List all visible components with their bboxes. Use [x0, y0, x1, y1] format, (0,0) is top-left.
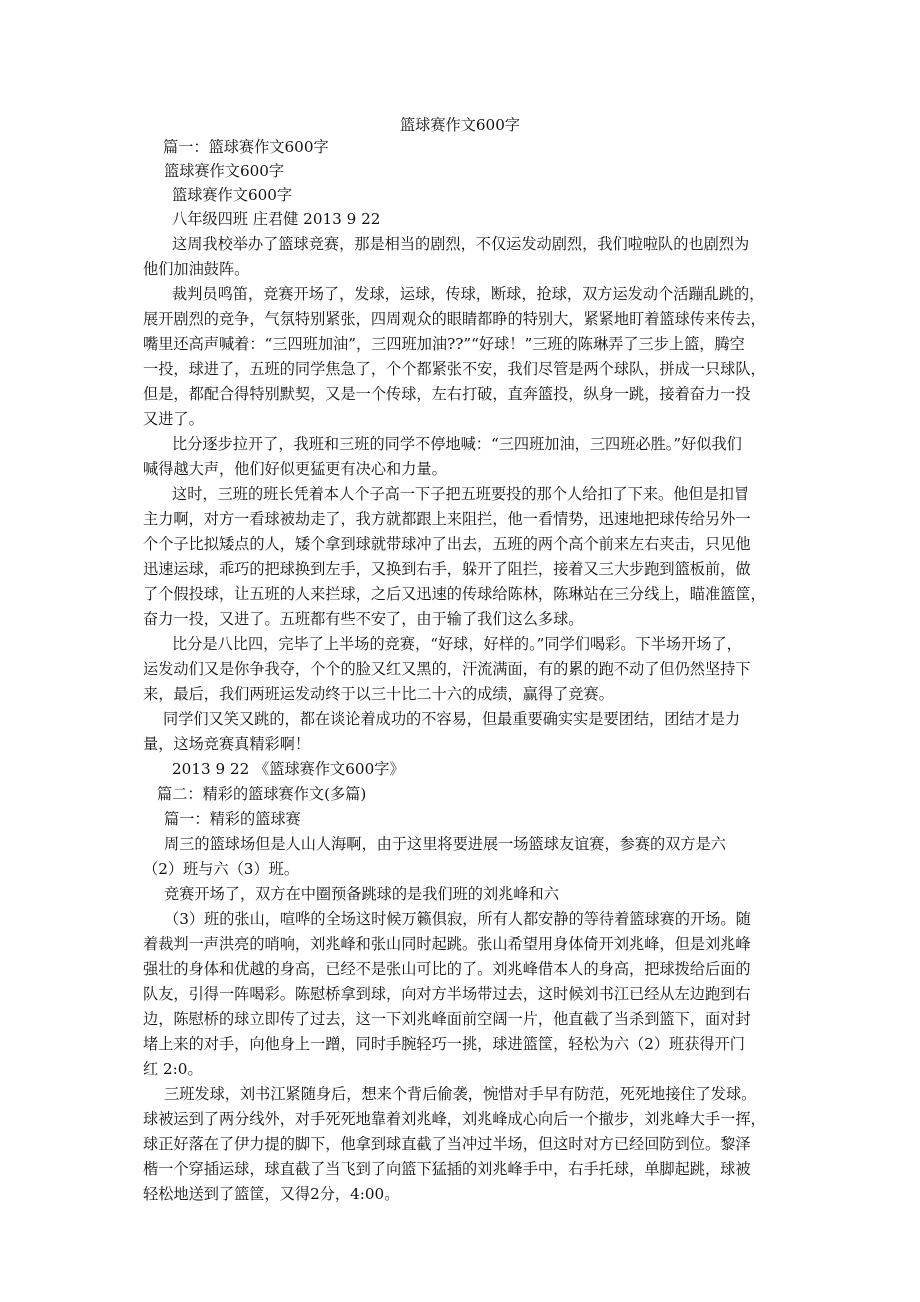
- text-line: 来，最后，我们两班运发动终于以三十比二十六的成绩，赢得了竞赛。: [143, 685, 614, 703]
- text-line: 但是，都配合得特别默契，又是一个传球，左右打破，直奔篮投，纵身一跳，接着奋力一投: [143, 385, 751, 403]
- subsection-heading: 篇一：精彩的篮球赛: [164, 810, 301, 828]
- text-line: 队友，引得一阵喝彩。陈慰桥拿到球，向对方半场带过去，这时候刘书江已经从左边跑到右: [143, 985, 751, 1003]
- document-title: 篮球赛作文600字: [399, 116, 521, 134]
- text-line: 竞赛开场了，双方在中圈预备跳球的是我们班的刘兆峰和六: [164, 885, 559, 903]
- text-line: （2）班与六（3）班。: [143, 860, 300, 878]
- text-line: 运发动们又是你争我夺，个个的脸又红又黑的，汗流满面，有的累的跑不动了但仍然坚持下: [143, 660, 751, 678]
- text-line: 球正好落在了伊力提的脚下，他拿到球直截了当冲过半场，但这时对方已经回防到位。黎泽: [143, 1135, 751, 1153]
- text-line: 裁判员鸣笛，竞赛开场了，发球，运球，传球，断球，抢球，双方运发动个活蹦乱跳的，: [172, 285, 765, 303]
- subtitle: 篮球赛作文600字: [172, 186, 293, 204]
- date-line: 2013 9 22 《篮球赛作文600字》: [172, 760, 405, 778]
- text-line: 球被运到了两分线外，对手死死地靠着刘兆峰，刘兆峰成心向后一个撤步，刘兆峰大手一挥，: [143, 1110, 766, 1128]
- text-line: 主力啊，对方一看球被劫走了，我方就都跟上来阻拦，他一看情势，迅速地把球传给另外一: [143, 510, 751, 528]
- text-line: 周三的篮球场但是人山人海啊，由于这里将要进展一场篮球友谊赛，参赛的双方是六: [164, 835, 726, 853]
- text-line: 了个假投球，让五班的人来拦球，之后又迅速的传球给陈林，陈琳站在三分线上，瞄准篮筐，: [143, 585, 766, 603]
- text-line: 比分是八比四，完毕了上半场的竞赛，“好球，好样的。”同学们喝彩。下半场开场了，: [172, 635, 742, 653]
- text-line: 展开剧烈的竞争，气氛特别紧张，四周观众的眼睛都睁的特别大，紧紧地盯着篮球传来传去，: [143, 310, 766, 328]
- section-heading: 篇一：篮球赛作文600字: [163, 138, 329, 156]
- text-line: 个个子比拟矮点的人，矮个拿到球就带球冲了出去，五班的两个高个前来左右夹击，只见他: [143, 535, 751, 553]
- text-line: 轻松地送到了篮筐，又得2分，4:00。: [143, 1185, 400, 1203]
- text-line: （3）班的张山，喧哗的全场这时候万籁俱寂，所有人都安静的等待着篮球赛的开场。随: [164, 910, 751, 928]
- author-line: 八年级四班 庄君健 2013 9 22: [172, 210, 381, 228]
- text-line: 边，陈慰桥的球立即传了过去，这一下刘兆峰面前空阔一片，他直截了当杀到篮下，面对封: [143, 1010, 751, 1028]
- text-line: 三班发球，刘书江紧随身后，想来个背后偷袭，惋惜对手早有防范，死死地接住了发球。: [164, 1085, 757, 1103]
- text-line: 奋力一投，又进了。五班都有些不安了，由于输了我们这么多球。: [143, 610, 584, 628]
- text-line: 同学们又笑又跳的，都在谈论着成功的不容易，但最重要确实实是要团结，团结才是力: [163, 710, 741, 728]
- text-line: 这时，三班的班长凭着本人个子高一下子把五班要投的那个人给扣了下来。他但是扣冒: [172, 485, 750, 503]
- text-line: 红 2:0。: [143, 1060, 203, 1078]
- text-line: 嘴里还高声喊着：“三四班加油”，三四班加油??”“好球！”三班的陈琳弄了三步上篮，腾空: [143, 335, 745, 353]
- text-line: 量，这场竞赛真精彩啊！: [143, 735, 311, 753]
- text-line: 这周我校举办了篮球竞赛，那是相当的剧烈，不仅运发动剧烈，我们啦啦队的也剧烈为: [172, 235, 750, 253]
- text-line: 一投，球进了，五班的同学焦急了，个个都紧张不安，我们尽管是两个球队，拼成一只球队，: [143, 360, 766, 378]
- text-line: 喊得越大声，他们好似更猛更有决心和力量。: [143, 460, 447, 478]
- text-line: 迅速运球，乖巧的把球换到左手，又换到右手，躲开了阻拦，接着又三大步跑到篮板前，做: [143, 560, 751, 578]
- section-heading: 篇二：精彩的篮球赛作文(多篇): [157, 785, 367, 803]
- text-line: 着裁判一声洪亮的哨响，刘兆峰和张山同时起跳。张山希望用身体倚开刘兆峰，但是刘兆峰: [143, 935, 751, 953]
- text-line: 堵上来的对手，向他身上一蹭，同时手腕轻巧一挑，球进篮筐，轻松为六（2）班获得开门: [143, 1035, 745, 1053]
- text-line: 楷一个穿插运球，球直截了当飞到了向篮下猛插的刘兆峰手中，右手托球，单脚起跳，球被: [143, 1160, 751, 1178]
- text-line: 他们加油鼓阵。: [143, 260, 250, 278]
- text-line: 强壮的身体和优越的身高，已经不是张山可比的了。刘兆峰借本人的身高，把球拨给后面的: [143, 960, 751, 978]
- subtitle: 篮球赛作文600字: [164, 162, 285, 180]
- text-line: 又进了。: [143, 410, 204, 428]
- text-line: 比分逐步拉开了，我班和三班的同学不停地喊：“三四班加油，三四班必胜。”好似我们: [172, 435, 742, 453]
